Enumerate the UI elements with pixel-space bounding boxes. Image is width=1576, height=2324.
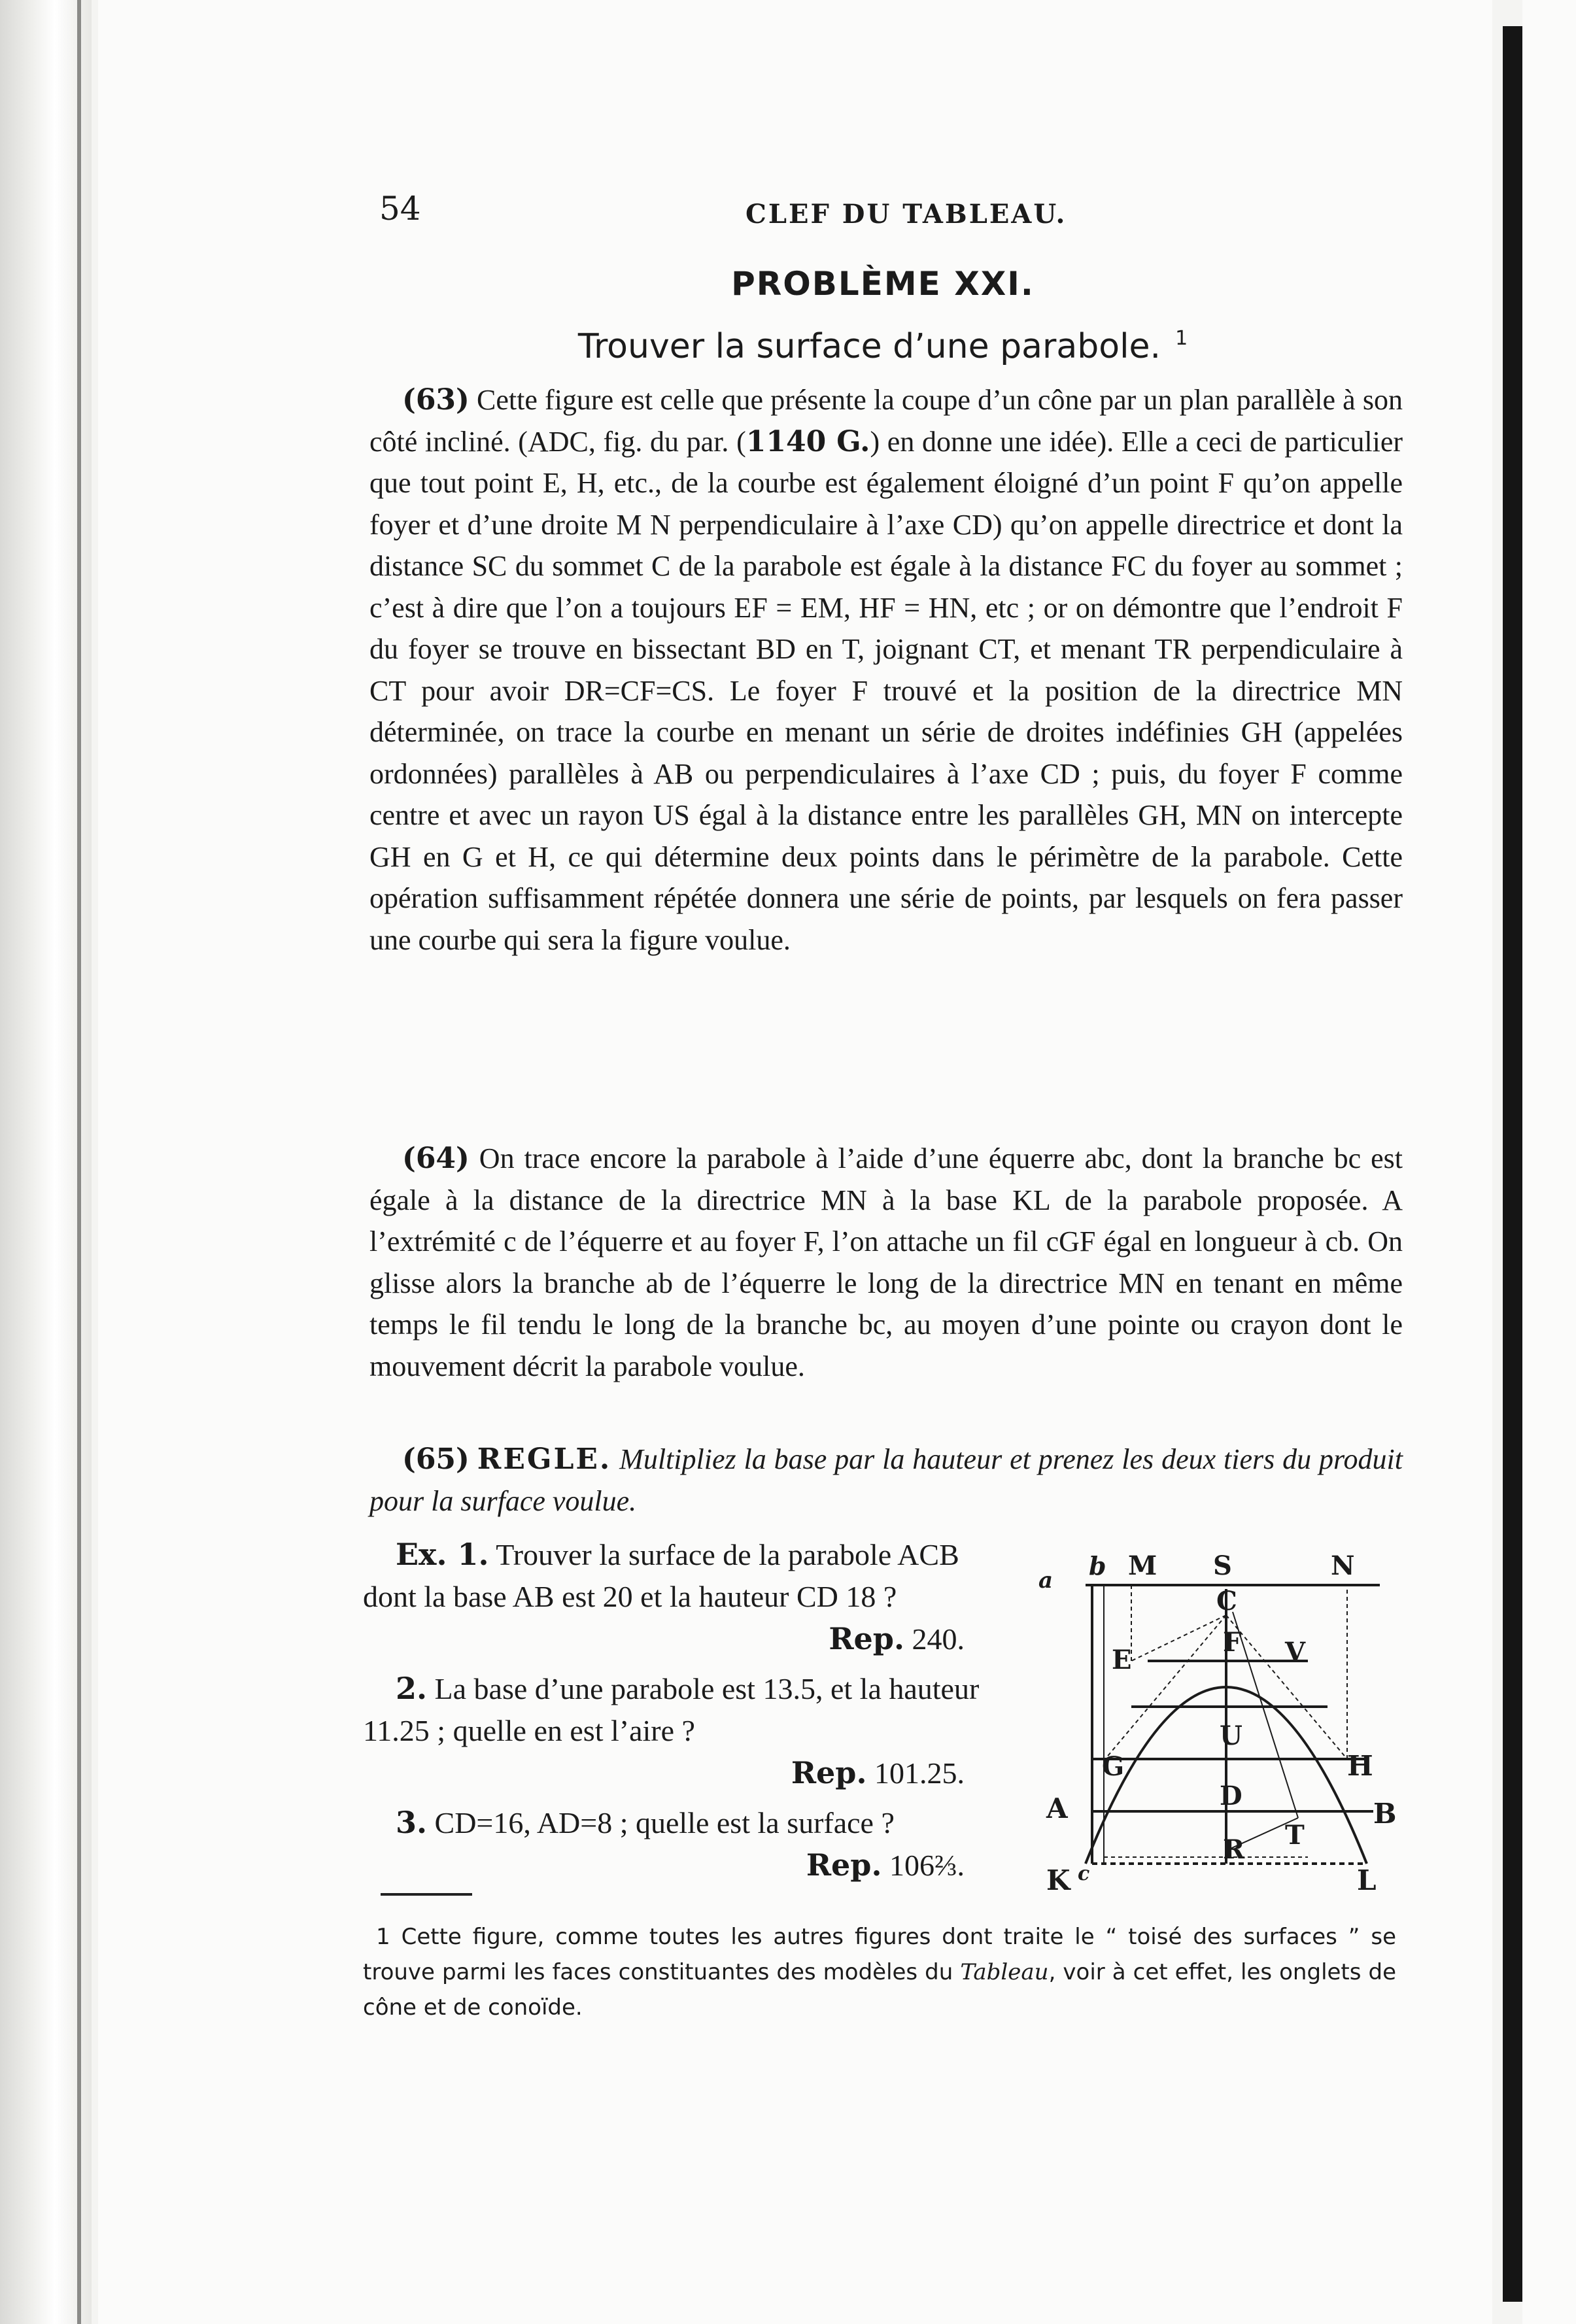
cross-reference: 1140 G. xyxy=(745,424,870,458)
example-answer xyxy=(363,1844,1010,1887)
label-h: H xyxy=(1347,1750,1373,1782)
paragraph-text: On trace encore la parabole à l’aide d’une équerre abc, dont la branche bc est égale à la distance de la directrice MN à la base KL de la parabole proposée. A l’extrémité c de l’équerre et au foyer F, l’on attache un fil cGF égal en longueur à cb. On glisse alors la branche ab de l’équerre le long de la directrice MN en tenant en même temps le fil tendu le long de la branche bc, au moyen d’une pointe ou crayon dont le mouvement décrit la parabole voulue. xyxy=(369,1142,1403,1382)
problem-title: PROBLÈME XXI. xyxy=(731,265,1035,303)
example-answer xyxy=(363,1752,1010,1794)
label-b-upper: B xyxy=(1373,1798,1397,1830)
label-r: R xyxy=(1223,1834,1245,1865)
label-e: E xyxy=(1112,1645,1132,1675)
answer-label: Rep. xyxy=(806,1847,882,1883)
paragraph-number: (63) xyxy=(402,383,470,417)
label-a-upper: A xyxy=(1046,1792,1068,1824)
answer-value: 101.25. xyxy=(866,1756,965,1790)
parabola-figure xyxy=(1033,1550,1399,1903)
footnote-divider xyxy=(381,1893,472,1896)
label-t: T xyxy=(1285,1820,1305,1851)
scan-margin xyxy=(1522,0,1576,2324)
section-subtitle xyxy=(379,327,1386,366)
paragraph-text: Cette figure est celle que présente la coupe d’un cône par un plan parallèle à son côté incliné. (ADC, fig. du par. ( xyxy=(369,384,1403,458)
example-1 xyxy=(363,1533,1010,1660)
paragraph-text: ) en donne une idée). Elle a ceci de particulier que tout point E, H, etc., de la courbe est également éloigné d’un point F qu’on appelle foyer et d’une droite M N perpendiculaire à l’axe CD) qu’on appelle directrice et dont la distance SC du sommet C de la parabole est égale à la distance FC du foyer au sommet ; c’est à dire que l’on a toujours EF = EM, HF = HN, etc ; or on démontre que l’endroit F du foyer se trouve en bissectant BD en T, joignant CT, et menant TR perpendiculaire à CT pour avoir DR=CF=CS. Le foyer F trouvé et la position de la directrice MN déterminée, on trace la courbe en menant un série de droites indéfinies GH (appelées ordonnées) parallèles à AB ou perpendiculaires à l’axe CD ; puis, du foyer F comme centre et avec un rayon US égal à la distance entre les parallèles GH, MN on intercepte GH en G et H, ce qui détermine deux points dans le périmètre de la parabole. Cette opération suffisamment répétée donnera une série de points, par lesquels on fera passer une courbe qui sera la figure voulue. xyxy=(369,425,1403,956)
footnote-italic: Tableau xyxy=(960,1959,1049,1985)
subtitle-text: Trouver la surface d’une parabole. xyxy=(577,327,1161,366)
page-right-border xyxy=(1503,26,1522,2302)
example-text: La base d’une parabole est 13.5, et la hauteur 11.25 ; quelle en est l’aire ? xyxy=(363,1672,980,1747)
example-3 xyxy=(363,1802,1010,1887)
page-header xyxy=(379,190,1386,242)
label-s: S xyxy=(1213,1550,1232,1581)
label-b: b xyxy=(1089,1551,1106,1581)
label-n: N xyxy=(1331,1550,1355,1581)
example-label: Ex. 1. xyxy=(396,1537,489,1572)
paragraph-number: (64) xyxy=(402,1142,470,1175)
footnote-marker: 1 xyxy=(376,1924,390,1950)
footnote xyxy=(363,1919,1396,2025)
running-title: CLEF DU TABLEAU. xyxy=(745,199,1067,230)
page-edge xyxy=(77,0,81,2324)
example-2 xyxy=(363,1667,1010,1794)
answer-label: Rep. xyxy=(791,1755,867,1790)
footnote-text: , voir à cet effet, les onglets de cône et de conoïde. xyxy=(363,1959,1397,2021)
rule-label: REGLE. xyxy=(477,1443,612,1476)
label-f: F xyxy=(1223,1627,1242,1658)
focal-radius-fg xyxy=(1105,1615,1226,1759)
label-m: M xyxy=(1128,1550,1157,1581)
example-text: Trouver la surface de la parabole ACB dont la base AB est 20 et la hauteur CD 18 ? xyxy=(363,1538,959,1613)
page-number: 54 xyxy=(379,190,421,228)
rule-text: Multipliez la base par la hauteur et prenez les deux tiers du produit pour la surface voulue. xyxy=(369,1443,1403,1517)
paragraph-63 xyxy=(369,379,1403,961)
footnote-reference: 1 xyxy=(1175,327,1188,350)
label-c-lower: c xyxy=(1078,1862,1090,1885)
example-answer xyxy=(363,1618,1010,1660)
footnote-text: Cette figure, comme toutes les autres figures dont traite le “ toisé des surfaces ” se trouve parmi les faces constituantes des modèles du xyxy=(363,1924,1396,1985)
focal-radius-fe xyxy=(1131,1615,1226,1661)
label-k: K xyxy=(1046,1864,1071,1896)
label-a: a xyxy=(1038,1567,1054,1594)
label-g: G xyxy=(1102,1751,1125,1782)
example-text: CD=16, AD=8 ; quelle est la surface ? xyxy=(427,1806,895,1839)
label-d: D xyxy=(1220,1781,1242,1811)
label-l: L xyxy=(1357,1864,1377,1896)
label-u: U xyxy=(1220,1720,1242,1751)
example-label: 2. xyxy=(396,1671,428,1706)
answer-value: 106⅔. xyxy=(882,1849,965,1882)
paragraph-64 xyxy=(369,1138,1403,1387)
label-v: V xyxy=(1285,1637,1306,1667)
answer-value: 240. xyxy=(904,1622,965,1656)
paragraph-65-rule xyxy=(369,1439,1403,1522)
example-label: 3. xyxy=(396,1805,428,1840)
label-c: C xyxy=(1216,1586,1237,1616)
paragraph-number: (65) xyxy=(402,1443,470,1476)
answer-label: Rep. xyxy=(829,1621,904,1656)
